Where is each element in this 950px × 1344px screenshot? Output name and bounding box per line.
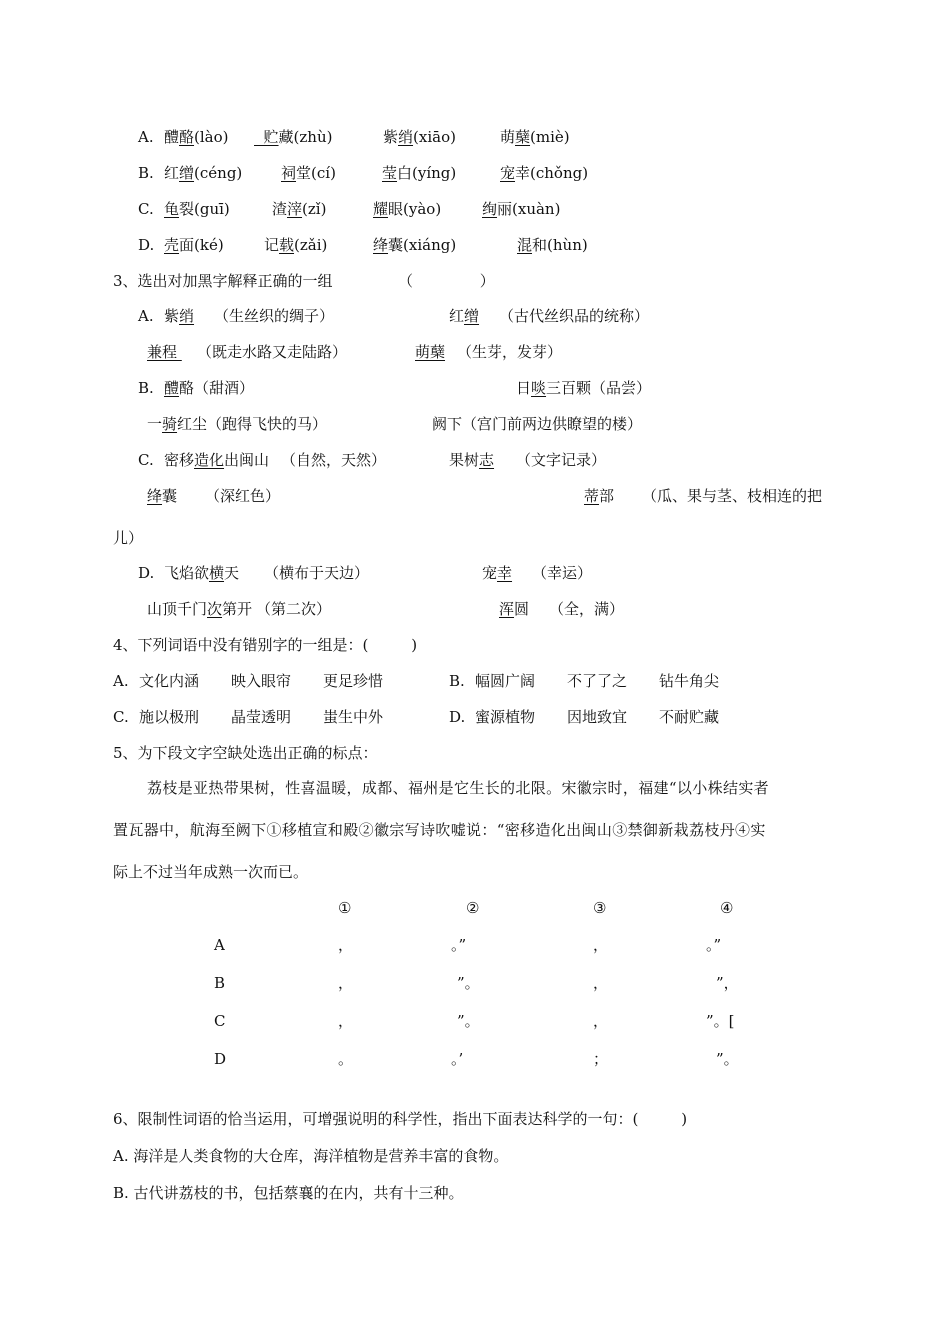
- word-item: 耀眼(yào): [373, 200, 442, 218]
- question-stem: 3、选出对加黑字解释正确的一组: [113, 272, 333, 290]
- term: 蒂部: [584, 487, 615, 505]
- word-item: 醴酪(lào): [164, 128, 229, 146]
- option-text: B. 古代讲荔枝的书，包括蔡襄的在内，共有十三种。: [113, 1184, 464, 1202]
- gloss: （自然，天然）: [281, 451, 387, 469]
- word-item: 紫绡(xiāo): [383, 128, 456, 146]
- word-item: 幅圆广阔: [475, 672, 536, 690]
- term: 密移造化出闽山: [164, 451, 270, 469]
- term: 红缯: [449, 307, 480, 325]
- table-cell: ”。: [457, 1012, 480, 1030]
- column-header: ④: [720, 899, 734, 917]
- term-gloss: 阙下（宫门前两边供瞭望的楼）: [432, 415, 643, 433]
- term: 兼程: [147, 343, 182, 361]
- table-cell: ，: [593, 936, 609, 954]
- gloss: （文字记录）: [516, 451, 607, 469]
- table-cell: 。’: [451, 1050, 464, 1068]
- word-item: 壳面(ké): [164, 236, 224, 254]
- table-cell: 。”: [451, 936, 467, 954]
- word-item: 红缯(céng): [164, 164, 243, 182]
- table-cell: ”。[: [706, 1012, 735, 1030]
- word-item: 蜜源植物: [475, 708, 536, 726]
- table-cell: ，: [338, 1012, 354, 1030]
- table-cell: ，: [338, 974, 354, 992]
- term: 萌蘖: [415, 343, 446, 361]
- word-item: 钻牛角尖: [659, 672, 720, 690]
- word-item: 绛囊(xiáng): [373, 236, 457, 254]
- term: 绛囊: [147, 487, 178, 505]
- table-cell: ，: [593, 1012, 609, 1030]
- gloss: （生芽，发芽）: [457, 343, 563, 361]
- table-cell: ；: [593, 1050, 609, 1068]
- answer-paren: （ ）: [398, 272, 495, 290]
- option-label: B.: [138, 164, 154, 182]
- word-item: 莹白(yíng): [382, 164, 457, 182]
- table-cell: ”，: [716, 974, 739, 992]
- question-stem: 6、限制性词语的恰当运用，可增强说明的科学性，指出下面表达科学的一句：( ): [113, 1110, 688, 1128]
- option-label: C.: [138, 200, 154, 218]
- word-item: 绚丽(xuàn): [482, 200, 561, 218]
- column-header: ③: [593, 899, 607, 917]
- row-label: C: [214, 1012, 226, 1030]
- word-item: 祠堂(cí): [281, 164, 336, 182]
- word-item: 混和(hùn): [517, 236, 588, 254]
- word-item: 宠幸(chǒng): [500, 164, 589, 182]
- word-item: 不了了之: [567, 672, 628, 690]
- term-gloss: 一骑红尘（跑得飞快的马）: [147, 415, 328, 433]
- term: 飞焰欲横天: [164, 564, 240, 582]
- term-gloss: 日啖三百颗（品尝）: [516, 379, 652, 397]
- option-label: B.: [449, 672, 465, 690]
- row-label: D: [214, 1050, 227, 1068]
- gloss: （深红色）: [205, 487, 281, 505]
- table-cell: ”。: [457, 974, 480, 992]
- option-label: D.: [138, 236, 155, 254]
- question-stem: 5、为下段文字空缺处选出正确的标点：: [113, 744, 378, 762]
- word-item: 更足珍惜: [323, 672, 384, 690]
- gloss: （瓜、果与茎、枝相连的把: [642, 487, 823, 505]
- table-cell: ”。: [716, 1050, 739, 1068]
- word-item: 记载(zǎi): [264, 236, 328, 254]
- term: 浑圆: [499, 600, 530, 618]
- word-item: 不耐贮藏: [659, 708, 720, 726]
- gloss: （第二次）: [256, 600, 332, 618]
- word-item: 蚩生中外: [323, 708, 384, 726]
- term: 果树志: [449, 451, 495, 469]
- word-item: 因地致宜: [567, 708, 628, 726]
- option-label: C.: [138, 451, 154, 469]
- option-label: D.: [138, 564, 155, 582]
- word-item: 晶莹透明: [231, 708, 292, 726]
- word-item: 龟裂(guī): [164, 200, 230, 218]
- question-stem: 4、下列词语中没有错别字的一组是：( ): [113, 636, 418, 654]
- gloss: （生丝织的绸子）: [214, 307, 335, 325]
- term: 宠幸: [482, 564, 513, 582]
- word-item: 萌蘖(miè): [500, 128, 570, 146]
- word-item: 贮藏(zhù): [254, 128, 333, 146]
- table-cell: 。: [338, 1050, 354, 1068]
- option-label: A.: [138, 307, 154, 325]
- option-label: B.: [138, 379, 154, 397]
- gloss: （全，满）: [549, 600, 625, 618]
- option-label: C.: [113, 708, 129, 726]
- column-header: ①: [338, 899, 352, 917]
- table-cell: ，: [338, 936, 354, 954]
- gloss: （横布于天边）: [264, 564, 370, 582]
- gloss: （既走水路又走陆路）: [197, 343, 348, 361]
- option-label: D.: [449, 708, 466, 726]
- option-text: A. 海洋是人类食物的大仓库，海洋植物是营养丰富的食物。: [113, 1147, 509, 1165]
- gloss: （幸运）: [532, 564, 593, 582]
- table-cell: 。”: [706, 936, 722, 954]
- passage-line: 际上不过当年成熟一次而已。: [113, 863, 309, 881]
- option-label: A.: [113, 672, 129, 690]
- term: 紫绡: [164, 307, 195, 325]
- term: 山顶千门次第开: [147, 600, 253, 618]
- word-item: 施以极刑: [139, 708, 200, 726]
- word-item: 文化内涵: [139, 672, 200, 690]
- gloss-continued: 儿）: [113, 529, 144, 547]
- row-label: A: [214, 936, 225, 954]
- term-gloss: 醴酪（甜酒）: [164, 379, 255, 397]
- table-cell: ，: [593, 974, 609, 992]
- word-item: 映入眼帘: [231, 672, 292, 690]
- passage-line: 荔枝是亚热带果树，性喜温暖，成都、福州是它生长的北限。宋徽宗时，福建“以小株结实者: [147, 779, 770, 797]
- option-label: A.: [138, 128, 154, 146]
- gloss: （古代丝织品的统称）: [499, 307, 650, 325]
- word-item: 渣滓(zǐ): [272, 200, 327, 218]
- column-header: ②: [466, 899, 480, 917]
- passage-line: 置瓦器中，航海至阙下①移植宣和殿②徽宗写诗吹嘘说：“密移造化出闽山③禁御新栽荔枝丹④实: [113, 821, 766, 839]
- row-label: B: [214, 974, 226, 992]
